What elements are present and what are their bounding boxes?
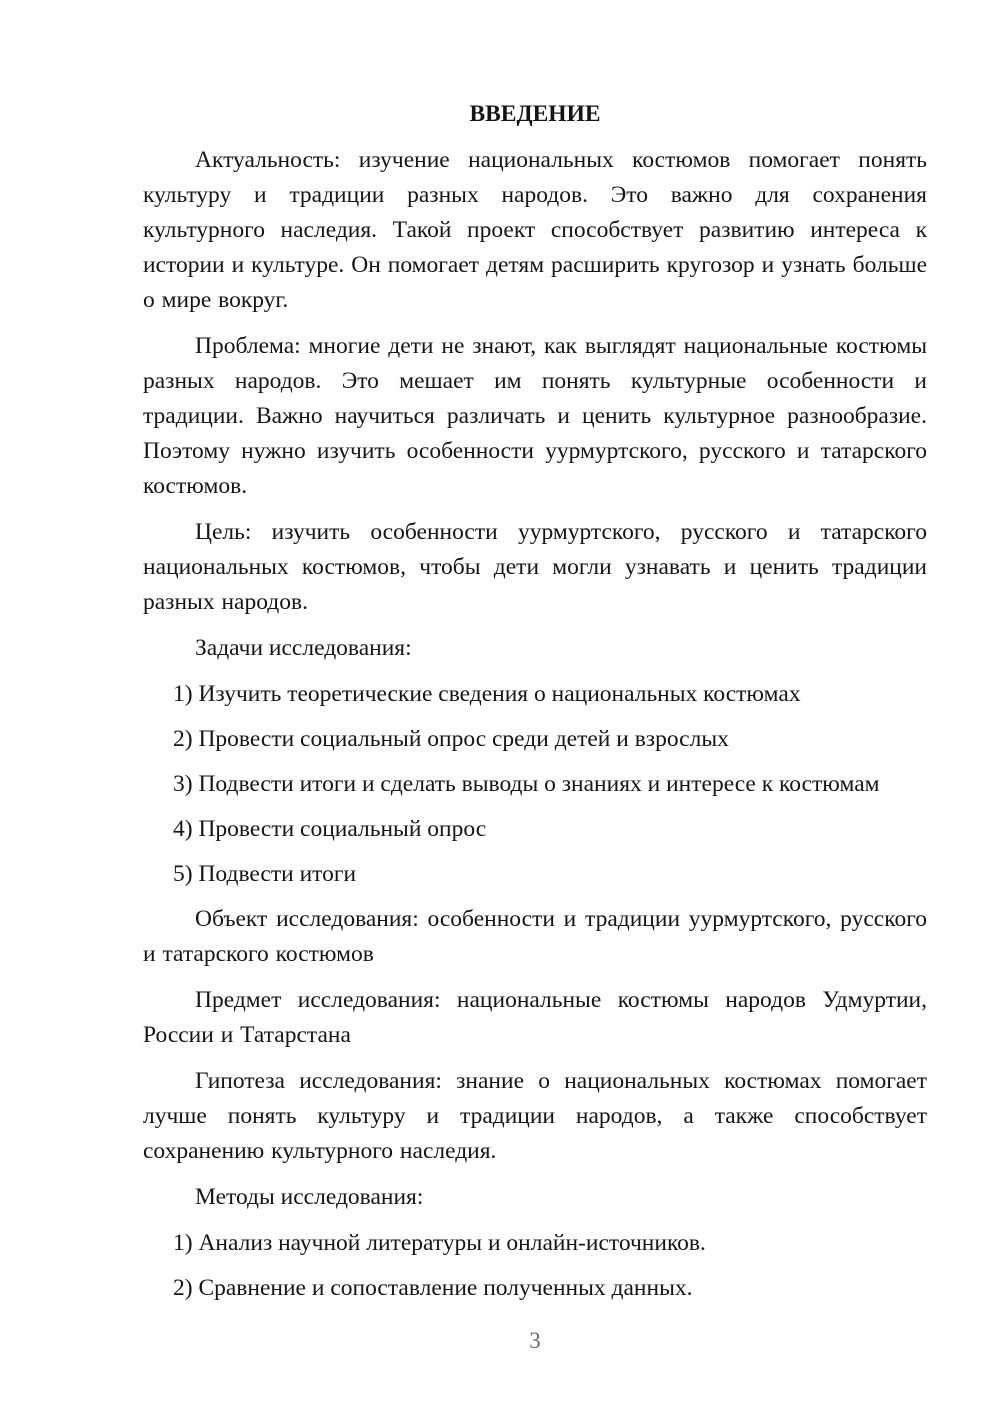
- paragraph-subject: Предмет исследования: национальные костюмы народов Удмуртии, России и Татарстана: [143, 987, 927, 1048]
- paragraph-hypothesis: Гипотеза исследования: знание о национальных костюмах помогает лучше понять культуру и традиции народов, а также способствует сохранению культурного наследия.: [143, 1068, 927, 1164]
- method-item-2: 2) Сравнение и сопоставление полученных данных.: [173, 1275, 693, 1301]
- task-item-3: 3) Подвести итоги и сделать выводы о знаниях и интересе к костюмам: [173, 771, 880, 797]
- document-content: [143, 97, 927, 1316]
- page-title: ВВЕДЕНИЕ: [469, 101, 601, 127]
- task-item-1: 1) Изучить теоретические сведения о национальных костюмах: [173, 681, 801, 707]
- paragraph-object: Объект исследования: особенности и традиции уурмуртского, русского и татарского костюмов: [143, 906, 927, 967]
- paragraph-relevance: Актуальность: изучение национальных костюмов помогает понять культуру и традиции разных народов. Это важно для сохранения культурного наследия. Такой проект способствует развитию интереса к истории и культуре. Он помогает детям расширить кругозор и узнать больше о мире вокруг.: [143, 147, 927, 313]
- methods-heading: Методы исследования:: [195, 1184, 424, 1210]
- tasks-heading: Задачи исследования:: [195, 635, 412, 661]
- task-item-5: 5) Подвести итоги: [173, 861, 357, 887]
- page-number: 3: [529, 1328, 541, 1353]
- paragraph-problem: Проблема: многие дети не знают, как выглядят национальные костюмы разных народов. Это мешает им понять культурные особенности и традиции. Важно научиться различать и ценить культурное разнообразие. Поэтому нужно изучить особенности уурмуртского, русского и татарского костюмов.: [143, 333, 927, 499]
- task-item-2: 2) Провести социальный опрос среди детей и взрослых: [173, 726, 729, 752]
- task-item-4: 4) Провести социальный опрос: [173, 816, 487, 842]
- method-item-1: 1) Анализ научной литературы и онлайн-источников.: [173, 1230, 706, 1256]
- paragraph-goal: Цель: изучить особенности уурмуртского, русского и татарского национальных костюмов, чтобы дети могли узнавать и ценить традиции разных народов.: [143, 519, 927, 615]
